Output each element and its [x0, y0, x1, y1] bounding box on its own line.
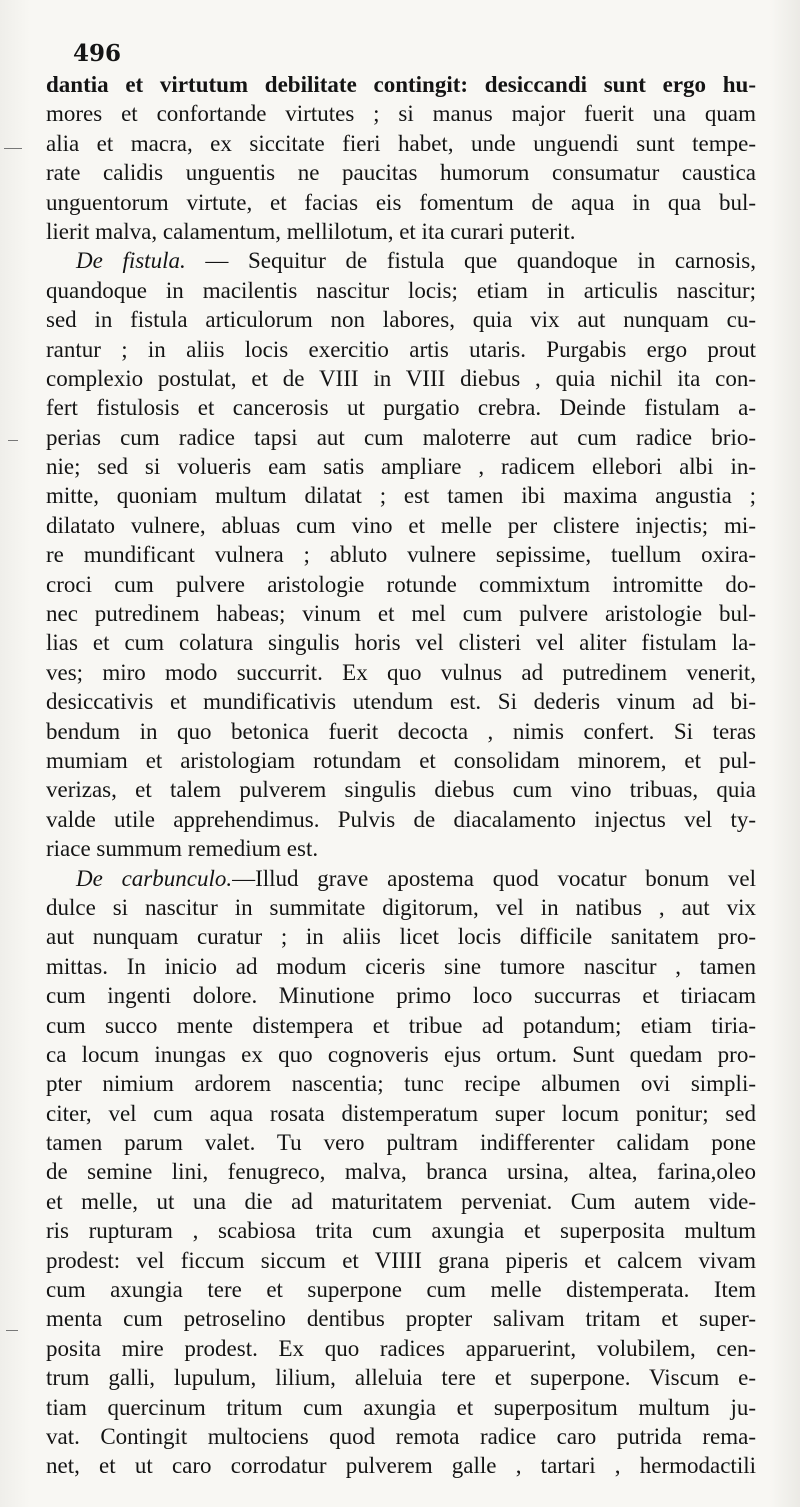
line-text: tiam quercinum tritum cum axungia et superpositum multum ju-	[46, 1394, 756, 1420]
section-heading: De carbunculo.	[76, 865, 233, 891]
text-line	[46, 1040, 756, 1069]
text-line	[46, 99, 756, 128]
text-line	[46, 1334, 756, 1363]
text-line	[46, 305, 756, 334]
text-line	[46, 981, 756, 1010]
text-line	[46, 599, 756, 628]
text-line	[46, 70, 756, 99]
line-text: sed in fistula articulorum non labores, quia vix aut nunquam cu-	[46, 307, 756, 333]
text-line	[46, 1422, 756, 1451]
text-line	[46, 570, 756, 599]
text-line	[46, 423, 756, 452]
line-text: trum galli, lupulum, lilium, alleluia tere et superpone. Viscum e-	[46, 1365, 756, 1391]
line-text: rantur ; in aliis locis exercitio artis utaris. Purgabis ergo prout	[46, 336, 756, 362]
text-line	[46, 1246, 756, 1275]
page-number: 496	[73, 40, 122, 67]
text-line	[46, 746, 756, 775]
line-text: croci cum pulvere aristologie rotunde commixtum intromitte do-	[46, 571, 756, 597]
line-text: cum ingenti dolore. Minutione primo loco succurras et tiriacam	[46, 983, 756, 1009]
line-text: ca locum inungas ex quo cognoveris ejus ortum. Sunt quedam pro-	[46, 1041, 756, 1067]
section-heading-line	[46, 246, 756, 275]
text-line	[46, 1275, 756, 1304]
line-text: — Sequitur de fistula que quandoque in carnosis,	[185, 248, 756, 274]
text-line	[46, 1363, 756, 1392]
line-text: quandoque in macilentis nascitur locis; etiam in articulis nascitur;	[46, 277, 756, 303]
text-line	[46, 364, 756, 393]
line-text: mores et confortande virtutes ; si manus major fuerit una quam	[46, 101, 756, 127]
text-line	[46, 922, 756, 951]
text-line	[46, 481, 756, 510]
text-line	[46, 658, 756, 687]
line-text: fert fistulosis et cancerosis ut purgatio crebra. Deinde fistulam a-	[46, 395, 756, 421]
line-text: vat. Contingit multociens quod remota radice caro putrida rema-	[46, 1423, 756, 1449]
line-text: desiccativis et mundificativis utendum est. Si dederis vinum ad bi-	[46, 689, 756, 715]
text-line	[46, 335, 756, 364]
text-line	[46, 952, 756, 981]
text-line	[46, 805, 756, 834]
line-text: unguentorum virtute, et facias eis fomentum de aqua in qua bul-	[46, 189, 756, 215]
text-line	[46, 511, 756, 540]
line-text: bendum in quo betonica fuerit decocta , nimis confert. Si teras	[46, 718, 756, 744]
line-text: cum succo mente distempera et tribue ad potandum; etiam tiria-	[46, 1012, 756, 1038]
text-line	[46, 1304, 756, 1333]
text-line	[46, 893, 756, 922]
line-text: nec putredinem habeas; vinum et mel cum pulvere aristologie bul-	[46, 601, 756, 627]
text-line	[46, 188, 756, 217]
line-text: de semine lini, fenugreco, malva, branca ursina, altea, farina,oleo	[46, 1159, 756, 1185]
text-line	[46, 1128, 756, 1157]
line-text: ris rupturam , scabiosa trita cum axungia et superposita multum	[46, 1218, 756, 1244]
text-line	[46, 129, 756, 158]
text-line	[46, 393, 756, 422]
section-heading-line	[46, 864, 756, 893]
line-text: lias et cum colatura singulis horis vel clisteri vel aliter fistulam la-	[46, 630, 756, 656]
line-text: valde utile apprehendimus. Pulvis de diacalamento injectus vel ty-	[46, 806, 756, 832]
line-text: dilatato vulnere, abluas cum vino et melle per clistere injectis; mi-	[46, 512, 756, 538]
line-text: mittas. In inicio ad modum ciceris sine tumore nascitur , tamen	[46, 953, 756, 979]
line-text: citer, vel cum aqua rosata distemperatum super locum ponitur; sed	[46, 1100, 756, 1126]
line-text: cum axungia tere et superpone cum melle distemperata. Item	[46, 1277, 756, 1303]
text-line	[46, 775, 756, 804]
text-line	[46, 1011, 756, 1040]
line-text: re mundificant vulnera ; abluto vulnere sepissime, tuellum oxira-	[46, 542, 756, 568]
text-line	[46, 217, 756, 246]
line-text: pter nimium ardorem nascentia; tunc recipe albumen ovi simpli-	[46, 1071, 756, 1097]
line-text: mumiam et aristologiam rotundam et consolidam minorem, et pul-	[46, 747, 756, 773]
text-line	[46, 1099, 756, 1128]
line-text: verizas, et talem pulverem singulis diebus cum vino tribuas, quia	[46, 777, 756, 803]
line-text: menta cum petroselino dentibus propter salivam tritam et super-	[46, 1306, 756, 1332]
body-text	[46, 70, 756, 1481]
line-text: net, et ut caro corrodatur pulverem galle , tartari , hermodactili	[46, 1453, 756, 1479]
text-line	[46, 452, 756, 481]
line-text: perias cum radice tapsi aut cum maloterre aut cum radice brio-	[46, 424, 756, 450]
section-heading: De fistula.	[76, 248, 186, 274]
line-text: mitte, quoniam multum dilatat ; est tamen ibi maxima angustia ;	[46, 483, 756, 509]
text-line	[46, 1451, 756, 1480]
line-text: dantia et virtutum debilitate contingit: desiccandi sunt ergo hu-	[46, 72, 756, 97]
line-text: riace summum remedium est.	[46, 836, 319, 862]
text-line	[46, 1216, 756, 1245]
line-text: —Illud grave apostema quod vocatur bonum vel	[232, 865, 756, 891]
line-text: aut nunquam curatur ; in aliis licet locis difficile sanitatem pro-	[46, 924, 756, 950]
line-text: tamen parum valet. Tu vero pultram indifferenter calidam pone	[46, 1130, 756, 1156]
line-text: dulce si nascitur in summitate digitorum, vel in natibus , aut vix	[46, 894, 756, 920]
text-line	[46, 540, 756, 569]
text-line	[46, 628, 756, 657]
line-text: posita mire prodest. Ex quo radices apparuerint, volubilem, cen-	[46, 1335, 756, 1361]
margin-mark	[6, 1330, 18, 1331]
text-line	[46, 158, 756, 187]
text-line	[46, 276, 756, 305]
line-text: complexio postulat, et de VIII in VIII diebus , quia nichil ita con-	[46, 365, 756, 391]
line-text: lierit malva, calamentum, mellilotum, et ita curari puterit.	[46, 218, 576, 244]
line-text: rate calidis unguentis ne paucitas humorum consumatur caustica	[46, 160, 756, 186]
margin-mark	[8, 440, 18, 441]
text-line	[46, 717, 756, 746]
text-line	[46, 687, 756, 716]
text-line	[46, 1157, 756, 1186]
text-line	[46, 834, 756, 863]
line-text: ves; miro modo succurrit. Ex quo vulnus ad putredinem venerit,	[46, 659, 756, 685]
line-text: alia et macra, ex siccitate fieri habet, unde unguendi sunt tempe-	[46, 130, 756, 156]
text-line	[46, 1069, 756, 1098]
text-line	[46, 1187, 756, 1216]
line-text: et melle, ut una die ad maturitatem perveniat. Cum autem vide-	[46, 1188, 756, 1214]
line-text: nie; sed si volueris eam satis ampliare , radicem ellebori albi in-	[46, 454, 756, 480]
margin-mark	[4, 148, 22, 149]
text-line	[46, 1393, 756, 1422]
line-text: prodest: vel ficcum siccum et VIIII grana piperis et calcem vivam	[46, 1247, 756, 1273]
